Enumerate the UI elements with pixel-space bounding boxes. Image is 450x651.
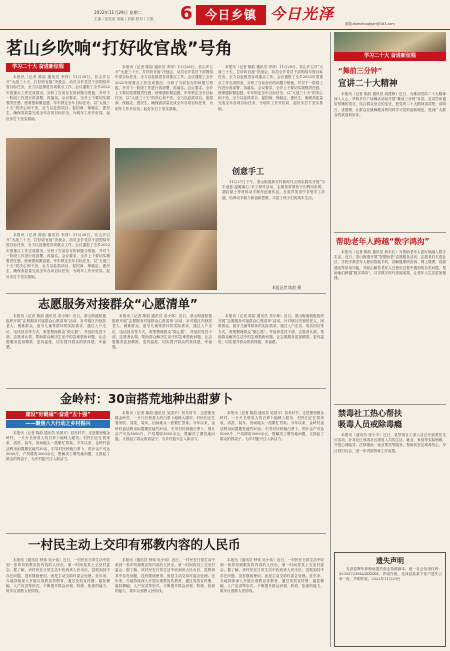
lead-body-col2 — [115, 65, 213, 145]
feature-title: 创意手工 — [232, 167, 264, 176]
radish-text-1: 本报讯（记者 陈韵 通讯员 吴国平）初冬时节，走进寨里镇金岭村，一片片长势喜人的白萝卜地映入眼帘，村民们正忙着采收、清洗、装车，田间地头一派繁忙景象。今年以来，金岭村盘活利用闲置撂荒地约30亩，引导村民种植白萝卜，预计亩产可达5000斤，户均增收3000余元，既解决了撂荒地问题，又鼓起了群众的钱袋子，为乡村振兴注入新活力。 — [6, 431, 110, 462]
rumor-col1 — [6, 558, 110, 648]
volunteer-col1 — [6, 314, 106, 384]
notice-body-text: 光泽县辉华养殖场遗失营业执照副本，统一社会信用代码：92350723MA3XXXXX，声明作废。光泽县某某个体户遗失公章一枚，声明作废。2022年11月29日 — [339, 567, 442, 582]
right-top-photo — [334, 32, 446, 52]
lead-body-col3 — [218, 65, 323, 145]
lead-headline: 茗山乡吹响“打好收官战”号角 — [6, 39, 233, 59]
divider-3 — [6, 533, 326, 534]
left-col-bottom — [6, 233, 110, 290]
right-body2-text: 本报讯（记者 陈韵 通讯员 黄永红）为帮助老年人更好地融入数字生活，近日，茶山街道开展“智慧助老”志愿服务活动，志愿者们走进社区，手把手教老年人使用智能手机，讲解健康码查询、网上缴费、视频通话等常用功能，并耐心解答老年人在使用过程中遇到的各类问题，帮助他们跨越“数字鸿沟”，共享数字时代发展成果，让老年人生活更加便捷。 — [334, 250, 446, 281]
volunteer-text-3: 本报讯（记者 陈韵 通讯员 邓小林）近日，茶山街道积极组织开展“志愿服务对接群众心愿清单”活动，针对辖区内独居老人、困难群众、留守儿童等群体的实际需求，通过入户走访、电话回访等方式，收集整理群众“微心愿”，并组织党员干部、志愿者认领，帮助群众解决生活中的急难愁盼问题，让志愿服务更加精准、更有温度，切实提升群众的获得感、幸福感。 — [218, 314, 324, 345]
lead-tag: 学习二十大 奋进新征程 — [6, 63, 70, 72]
volunteer-col3 — [218, 314, 324, 384]
volunteer-text-2: 本报讯（记者 陈韵 通讯员 邓小林）近日，茶山街道积极组织开展“志愿服务对接群众心愿清单”活动，针对辖区内独居老人、困难群众、留守儿童等群体的实际需求，通过入户走访、电话回访等方式，收集整理群众“微心愿”，并组织党员干部、志愿者认领，帮助群众解决生活中的急难愁盼问题，让志愿服务更加精准、更有温度，切实提升群众的获得感、幸福感。 — [112, 314, 212, 350]
page-number: 6 — [180, 3, 193, 24]
right-tag: 学习二十大 奋进新征程 — [334, 52, 446, 61]
right-body1 — [334, 92, 446, 228]
notice-box — [334, 552, 446, 647]
radish-tag-bottom: ——聚焦八大行动之乡村振兴 — [6, 420, 110, 428]
handcraft-photo-2 — [115, 230, 217, 290]
rumor-text-3: 本报讯（通讯员 钟伟 吴小伟）近日，一村民在日常生活中收到一张印有邪教宣传内容的人民币，第一时间将其上交至村委会。据了解，该村民在日常生活中收到该人民币后，觉察到其中存在问题，没有继续使用，而是主动交给村委会处理。近年来，当地持续深入开展反邪教宣传教育，通过发放宣传册、悬挂横幅、入户宣讲等形式，不断提升群众识邪、防邪、拒邪的能力，筑牢反邪教人民防线。 — [220, 558, 324, 594]
notice-body — [339, 567, 442, 643]
lead-body — [6, 75, 110, 135]
lead-body-text: 本报讯（记者 陈韵 通讯员 李萍）11月28日，茗山乡召开“大战三十天，打好收官战”决战会，动员全乡党员干部围绕年度目标任务，全力以赴推进各项重点工作。会议通报了全乡2022年度重点工作完成情况，分析了当前存在的问题与短板，并对下一阶段工作进行再部署、再落实。会议要求，全乡上下要切实增强责任感、使命感和紧迫感，牢牢锁定全年目标任务，以“大战三十天”的决心和干劲，全力以赴抓项目、促招商、保稳定、惠民生，确保高质量完成全年各项目标任务，为明年工作开好局、起好步打下坚实基础。 — [6, 75, 110, 121]
radish-headline: 金岭村：30亩搭荒地种出甜萝卜 — [60, 392, 233, 406]
masthead-date: 2022年11月29日 星期二 — [94, 10, 142, 15]
paper-logo: 今日光泽 — [270, 5, 335, 23]
feature-credit: 本报记者 陈韵 摄 — [272, 285, 301, 290]
handcraft-photo — [115, 148, 217, 230]
activity-photo — [6, 138, 110, 230]
masthead-email: 邮箱:dsmxfcxgkjan@163.com — [345, 22, 395, 26]
page-title: 今日乡镇 — [196, 5, 266, 25]
volunteer-text-1: 本报讯（记者 陈韵 通讯员 邓小林）近日，茶山街道积极组织开展“志愿服务对接群众心愿清单”活动，针对辖区内独居老人、困难群众、留守儿童等群体的实际需求，通过入户走访、电话回访等方式，收集整理群众“微心愿”，并组织党员干部、志愿者认领，帮助群众解决生活中的急难愁盼问题，让志愿服务更加精准、更有温度，切实提升群众的获得感、幸福感。 — [6, 314, 106, 350]
rumor-text-1: 本报讯（通讯员 钟伟 吴小伟）近日，一村民在日常生活中收到一张印有邪教宣传内容的人民币，第一时间将其上交至村委会。据了解，该村民在日常生活中收到该人民币后，觉察到其中存在问题，没有继续使用，而是主动交给村委会处理。近年来，当地持续深入开展反邪教宣传教育，通过发放宣传册、悬挂横幅、入户宣讲等形式，不断提升群众识邪、防邪、拒邪的能力，筑牢反邪教人民防线。 — [6, 558, 110, 594]
right-headline3: 禁毒社工热心帮扶 — [338, 409, 402, 418]
right-divider-2 — [334, 404, 446, 405]
radish-text-3: 本报讯（记者 陈韵 通讯员 吴国平）初冬时节，走进寨里镇金岭村，一片片长势喜人的白萝卜地映入眼帘，村民们正忙着采收、清洗、装车，田间地头一派繁忙景象。今年以来，金岭村盘活利用闲置撂荒地约30亩，引导村民种植白萝卜，预计亩产可达5000斤，户均增收3000余元，既解决了撂荒地问题，又鼓起了群众的钱袋子，为乡村振兴注入新活力。 — [220, 411, 324, 442]
notice-title: 遗失声明 — [376, 557, 404, 565]
left-col-bottom-text: 本报讯（记者 陈韵 通讯员 李萍）11月28日，茗山乡召开“大战三十天，打好收官战”决战会，动员全乡党员干部围绕年度目标任务，全力以赴推进各项重点工作。会议通报了全乡2022年度重点工作完成情况，分析了当前存在的问题与短板，并对下一阶段工作进行再部署、再落实。会议要求，全乡上下要切实增强责任感、使命感和紧迫感，牢牢锁定全年目标任务，以“大战三十天”的决心和干劲，全力以赴抓项目、促招商、保稳定、惠民生，确保高质量完成全年各项目标任务，为明年工作开好局、起好步打下坚实基础。 — [6, 233, 110, 279]
right-headline1: 宣讲二十大精神 — [338, 79, 398, 89]
right-body3-text: 本报讯（通讯员 张小平）近日，县禁毒社工深入社区开展帮扶走访活动，针对社区戒毒社区康复人员的生活、就业、家庭等实际困难，开展心理疏导、法律援助、就业帮扶等服务，帮助其坚定戒毒信心，早日回归社会，进一步巩固禁毒工作成果。 — [334, 433, 446, 453]
masthead-editor: 主编 / 范先浩 美编 / 刘丽 校对 / 王艳 — [94, 17, 154, 21]
right-headline1-top: “舞前三分钟” — [338, 67, 383, 75]
masthead-rule — [0, 29, 450, 30]
feature-caption-text: 11月27日下午，茶山街道新安村新时代文明实践站开展“巧手创意·温暖童心”手工制作活动，志愿者带领孩子们利用彩纸、超轻黏土等材料动手制作创意作品，在欢声笑语中享受手工乐趣，培养动手能力和创新思维，丰富了孩子们的周末生活。 — [222, 180, 325, 200]
feature-caption — [222, 180, 325, 250]
right-divider-1 — [334, 232, 446, 233]
rumor-text-2: 本报讯（通讯员 钟伟 吴小伟）近日，一村民在日常生活中收到一张印有邪教宣传内容的人民币，第一时间将其上交至村委会。据了解，该村民在日常生活中收到该人民币后，觉察到其中存在问题，没有继续使用，而是主动交给村委会处理。近年来，当地持续深入开展反邪教宣传教育，通过发放宣传册、悬挂横幅、入户宣讲等形式，不断提升群众识邪、防邪、拒邪的能力，筑牢反邪教人民防线。 — [115, 558, 215, 594]
rumor-col2 — [115, 558, 215, 648]
radish-text-2: 本报讯（记者 陈韵 通讯员 吴国平）初冬时节，走进寨里镇金岭村，一片片长势喜人的白萝卜地映入眼帘，村民们正忙着采收、清洗、装车，田间地头一派繁忙景象。今年以来，金岭村盘活利用闲置撂荒地约30亩，引导村民种植白萝卜，预计亩产可达5000斤，户均增收3000余元，既解决了撂荒地问题，又鼓起了群众的钱袋子，为乡村振兴注入新活力。 — [115, 411, 215, 442]
right-column-rule — [330, 32, 331, 647]
right-headline2: 帮助老年人跨越“数字鸿沟” — [336, 237, 430, 246]
radish-col2 — [115, 411, 215, 529]
radish-col1 — [6, 431, 110, 529]
divider-1 — [6, 293, 326, 294]
right-body2 — [334, 250, 446, 400]
volunteer-headline: 志愿服务对接群众“心愿清单” — [38, 297, 198, 311]
lead-body-text-3: 本报讯（记者 陈韵 通讯员 李萍）11月28日，茗山乡召开“大战三十天，打好收官战”决战会，动员全乡党员干部围绕年度目标任务，全力以赴推进各项重点工作。会议通报了全乡2022年度重点工作完成情况，分析了当前存在的问题与短板，并对下一阶段工作进行再部署、再落实。会议要求，全乡上下要切实增强责任感、使命感和紧迫感，牢牢锁定全年目标任务，以“大战三十天”的决心和干劲，全力以赴抓项目、促招商、保稳定、惠民生，确保高质量完成全年各项目标任务，为明年工作开好局、起好步打下坚实基础。 — [218, 65, 323, 111]
radish-col3 — [220, 411, 324, 529]
radish-tag-top: 建设“好路屋”·奋进“五十强” — [6, 411, 110, 419]
right-headline3b: 吸毒人员戒除毒瘾 — [338, 420, 402, 429]
rumor-headline: 一村民主动上交印有邪教内容的人民币 — [28, 537, 241, 552]
rumor-col3 — [220, 558, 324, 648]
divider-2 — [6, 388, 326, 389]
volunteer-col2 — [112, 314, 212, 384]
right-body1-text: 本报讯（记者 陈韵 通讯员 周建锋）近日，为推动党的二十大精神深入人心，华桥乡在广场舞活动前开展“舞前三分钟”宣讲，宣讲员用通俗易懂的语言，结合群众身边的变化，把党的二十大精神讲清楚、讲明白、讲透彻，让群众在跳舞健身的同时学习党的创新理论，受到广大群众的欢迎和好评。 — [334, 92, 446, 117]
right-body3 — [334, 433, 446, 548]
lead-body-text-2: 本报讯（记者 陈韵 通讯员 李萍）11月28日，茗山乡召开“大战三十天，打好收官战”决战会，动员全乡党员干部围绕年度目标任务，全力以赴推进各项重点工作。会议通报了全乡2022年度重点工作完成情况，分析了当前存在的问题与短板，并对下一阶段工作进行再部署、再落实。会议要求，全乡上下要切实增强责任感、使命感和紧迫感，牢牢锁定全年目标任务，以“大战三十天”的决心和干劲，全力以赴抓项目、促招商、保稳定、惠民生，确保高质量完成全年各项目标任务，为明年工作开好局、起好步打下坚实基础。 — [115, 65, 213, 111]
